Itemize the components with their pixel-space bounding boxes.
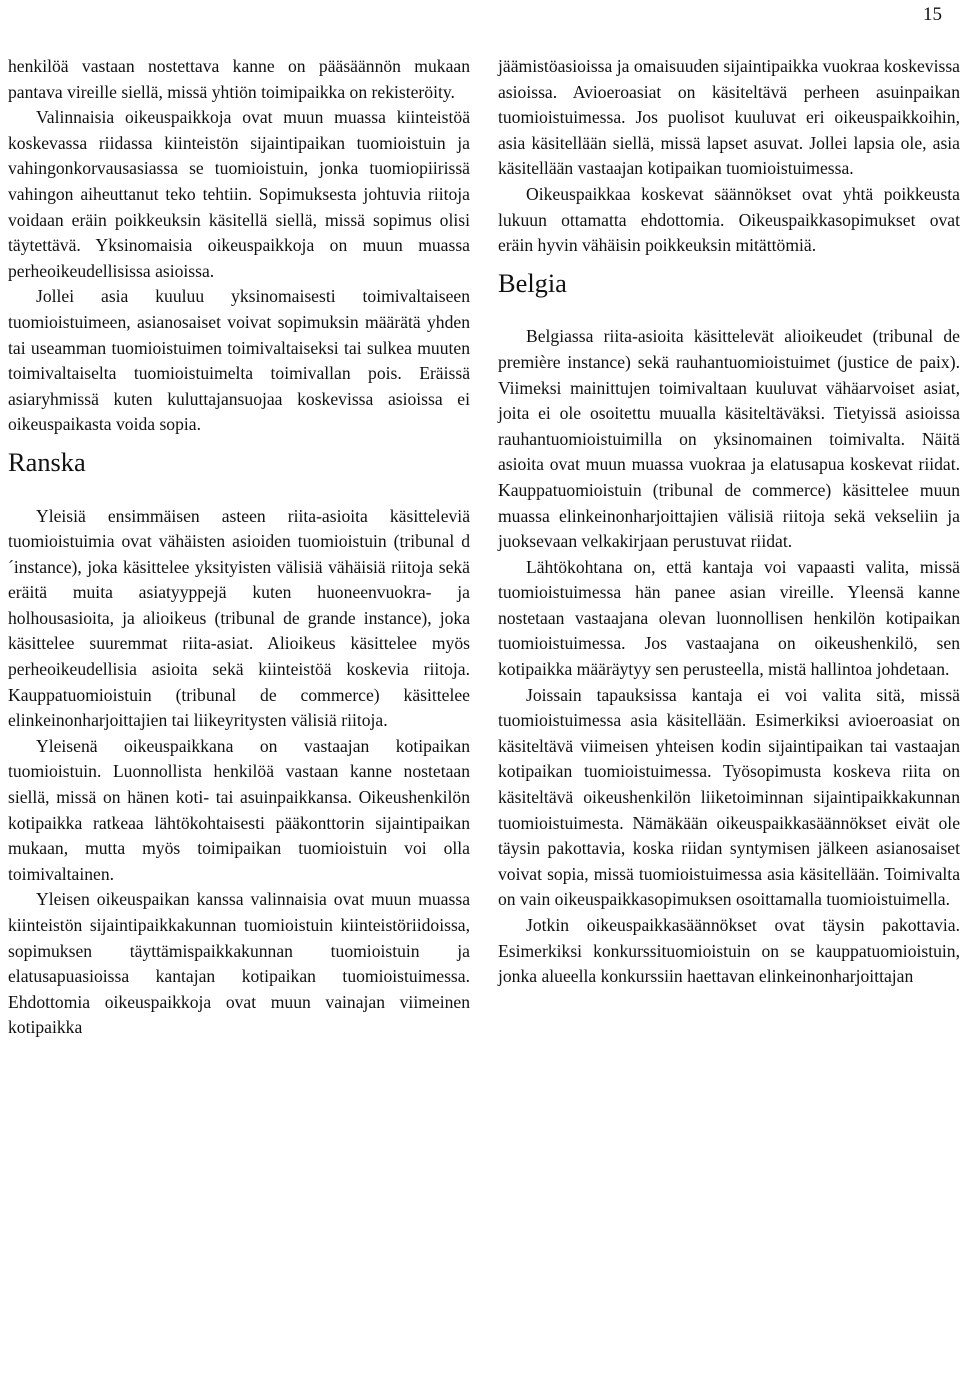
paragraph: Yleisiä ensimmäisen asteen riita-asioita käsitteleviä tuomioistuimia ovat vähäisten asioiden tuomioistuin (tribunal d´instance), joka käsittelee yksityisten välisiä vähäisiä riitoja sekä eräitä muita asiatyyppejä kuten huoneenvuokra- ja holhousasioita, ja alioikeus (tribunal de grande instance), joka käsittelee suuremmat riita-asiat. Alioikeus käsittelee myös perheoikeudellisia asioita sekä kiinteistöä koskevia riitoja. Kauppatuomioistuin (tribunal de commerce) käsittelee elinkeinonharjoittajien tai liikeyritysten välisiä riitoja. — [8, 505, 470, 731]
paragraph: Jollei asia kuuluu yksinomaisesti toimivaltaiseen tuomioistuimeen, asianosaiset voivat sopimuksin määrätä yhden tai useamman tuomioistuimen toimivaltaiseksi tai sulkea muuten toimivaltaiselta tuomioistuimelta toimivallan pois. Eräissä asiaryhmissä kuten kuluttajansuojaa koskevissa asioissa ei oikeuspaikasta voida sopia. — [8, 286, 470, 435]
paragraph: Jotkin oikeuspaikkasäännökset ovat täysin pakottavia. Esimerkiksi konkurssituomioistuin on se kauppatuomioistuin, jonka alueella konkurssiin haettavan elinkeinonharjoittajan — [498, 915, 960, 987]
paragraph: jäämistöasioissa ja omaisuuden sijaintipaikka vuokraa koskevissa asioissa. Avioeroasiat on käsiteltävä perheen asuinpaikan tuomioistuimessa. Jos puolisot kuuluvat eri oikeuspaikkoihin, asia käsitellään siellä, missä lapset asuvat. Jollei lapsia ole, asia käsitellään vastaajan kotipaikan tuomioistuimessa. — [498, 56, 960, 179]
right-column — [498, 54, 960, 990]
paragraph: Valinnaisia oikeuspaikkoja ovat muun muassa kiinteistöä koskevassa riidassa kiinteistön sijaintipaikan tuomioistuin ja vahingonkorvausasiassa se tuomioistuin, jonka tuomiopiirissä vahingon aiheuttanut teko tehtiin. Sopimuksesta johtuvia riitoja voidaan eräin poikkeuksin käsitellä siellä, missä sopimus olisi täytettävä. Yksinomaisia oikeuspaikkoja on muun muassa perheoikeudellisissa asioissa. — [8, 107, 470, 281]
paragraph: henkilöä vastaan nostettava kanne on pääsäännön mukaan pantava vireille siellä, missä yhtiön toimipaikka on rekisteröity. — [8, 56, 470, 102]
paragraph: Joissain tapauksissa kantaja ei voi valita sitä, missä tuomioistuimessa asia käsitellään. Esimerkiksi avioeroasiat on käsiteltävä viimeisen yhteisen kodin sijaintipaikan tai vastaajan kotipaikan tuomioistuimessa. Työsopimusta koskeva riita on käsiteltävä oikeushenkilön liiketoiminnan sijaintipaikkakunnan tuomioistuimesta. Nämäkään oikeuspaikkasäännökset eivät ole täysin pakottavia, koska riidan syntymisen jälkeen asianosaiset voivat sopia, missä tuomioistuimessa asia käsitellään. Toimivalta on vain oikeuspaikkasopimuksen osoittamalla tuomioistuimella. — [498, 684, 960, 910]
paragraph: Yleisenä oikeuspaikkana on vastaajan kotipaikan tuomioistuin. Luonnollista henkilöä vastaan kanne nostetaan siellä, missä on hänen koti- tai asuinpaikkansa. Oikeushenkilön kotipaikka ratkeaa lähtökohtaisesti pääkonttorin sijaintipaikan mukaan, mutta myös toimipaikan tuomioistuin voi olla toimivaltainen. — [8, 735, 470, 884]
left-column — [8, 54, 470, 1041]
paragraph: Oikeuspaikkaa koskevat säännökset ovat yhtä poikkeusta lukuun ottamatta ehdottomia. Oikeuspaikkasopimukset ovat eräin hyvin vähäisin poikkeuksin mitättömiä. — [498, 183, 960, 256]
paragraph: Yleisen oikeuspaikan kanssa valinnaisia ovat muun muassa kiinteistön sijaintipaikkakunnan tuomioistuin kiinteistöriidoissa, sopimuksen täyttämispaikkakunnan tuomioistuin ja elatusapuasioissa kantajan kotipaikan tuomioistuimessa. Ehdottomia oikeuspaikkoja ovat muun vainajan viimeinen kotipaikka — [8, 889, 470, 1038]
page-number: 15 — [923, 4, 942, 25]
paragraph: Belgiassa riita-asioita käsittelevät alioikeudet (tribunal de première instance) sekä rauhantuomioistuimet (justice de paix). Viimeksi mainittujen toimivaltaan kuuluvat vähäarvoiset asiat, joita ei ole osoitettu muualla käsiteltäväksi. Tietyissä asioissa rauhantuomioistuimilla on yksinomainen toimivalta. Näitä asioita ovat muun muassa vuokraa ja elatusapua koskevat riidat. Kauppatuomioistuin (tribunal de commerce) käsittelee muun muassa elinkeinonharjoittajien välisiä riitoja sekä vekseliin ja juoksevaan velkakirjaan perustuvat riidat. — [498, 326, 960, 552]
paragraph: Lähtökohtana on, että kantaja voi vapaasti valita, missä tuomioistuimessa hän panee asian vireille. Yleensä kanne nostetaan vastaajana olevan luonnollisen henkilön kotipaikan tuomioistuimessa. Jos vastaajana on oikeushenkilö, sen kotipaikka määräytyy sen perusteella, mistä hallintoa johdetaan. — [498, 556, 960, 680]
section-heading: Ranska — [8, 446, 86, 477]
section-heading: Belgia — [498, 267, 567, 298]
